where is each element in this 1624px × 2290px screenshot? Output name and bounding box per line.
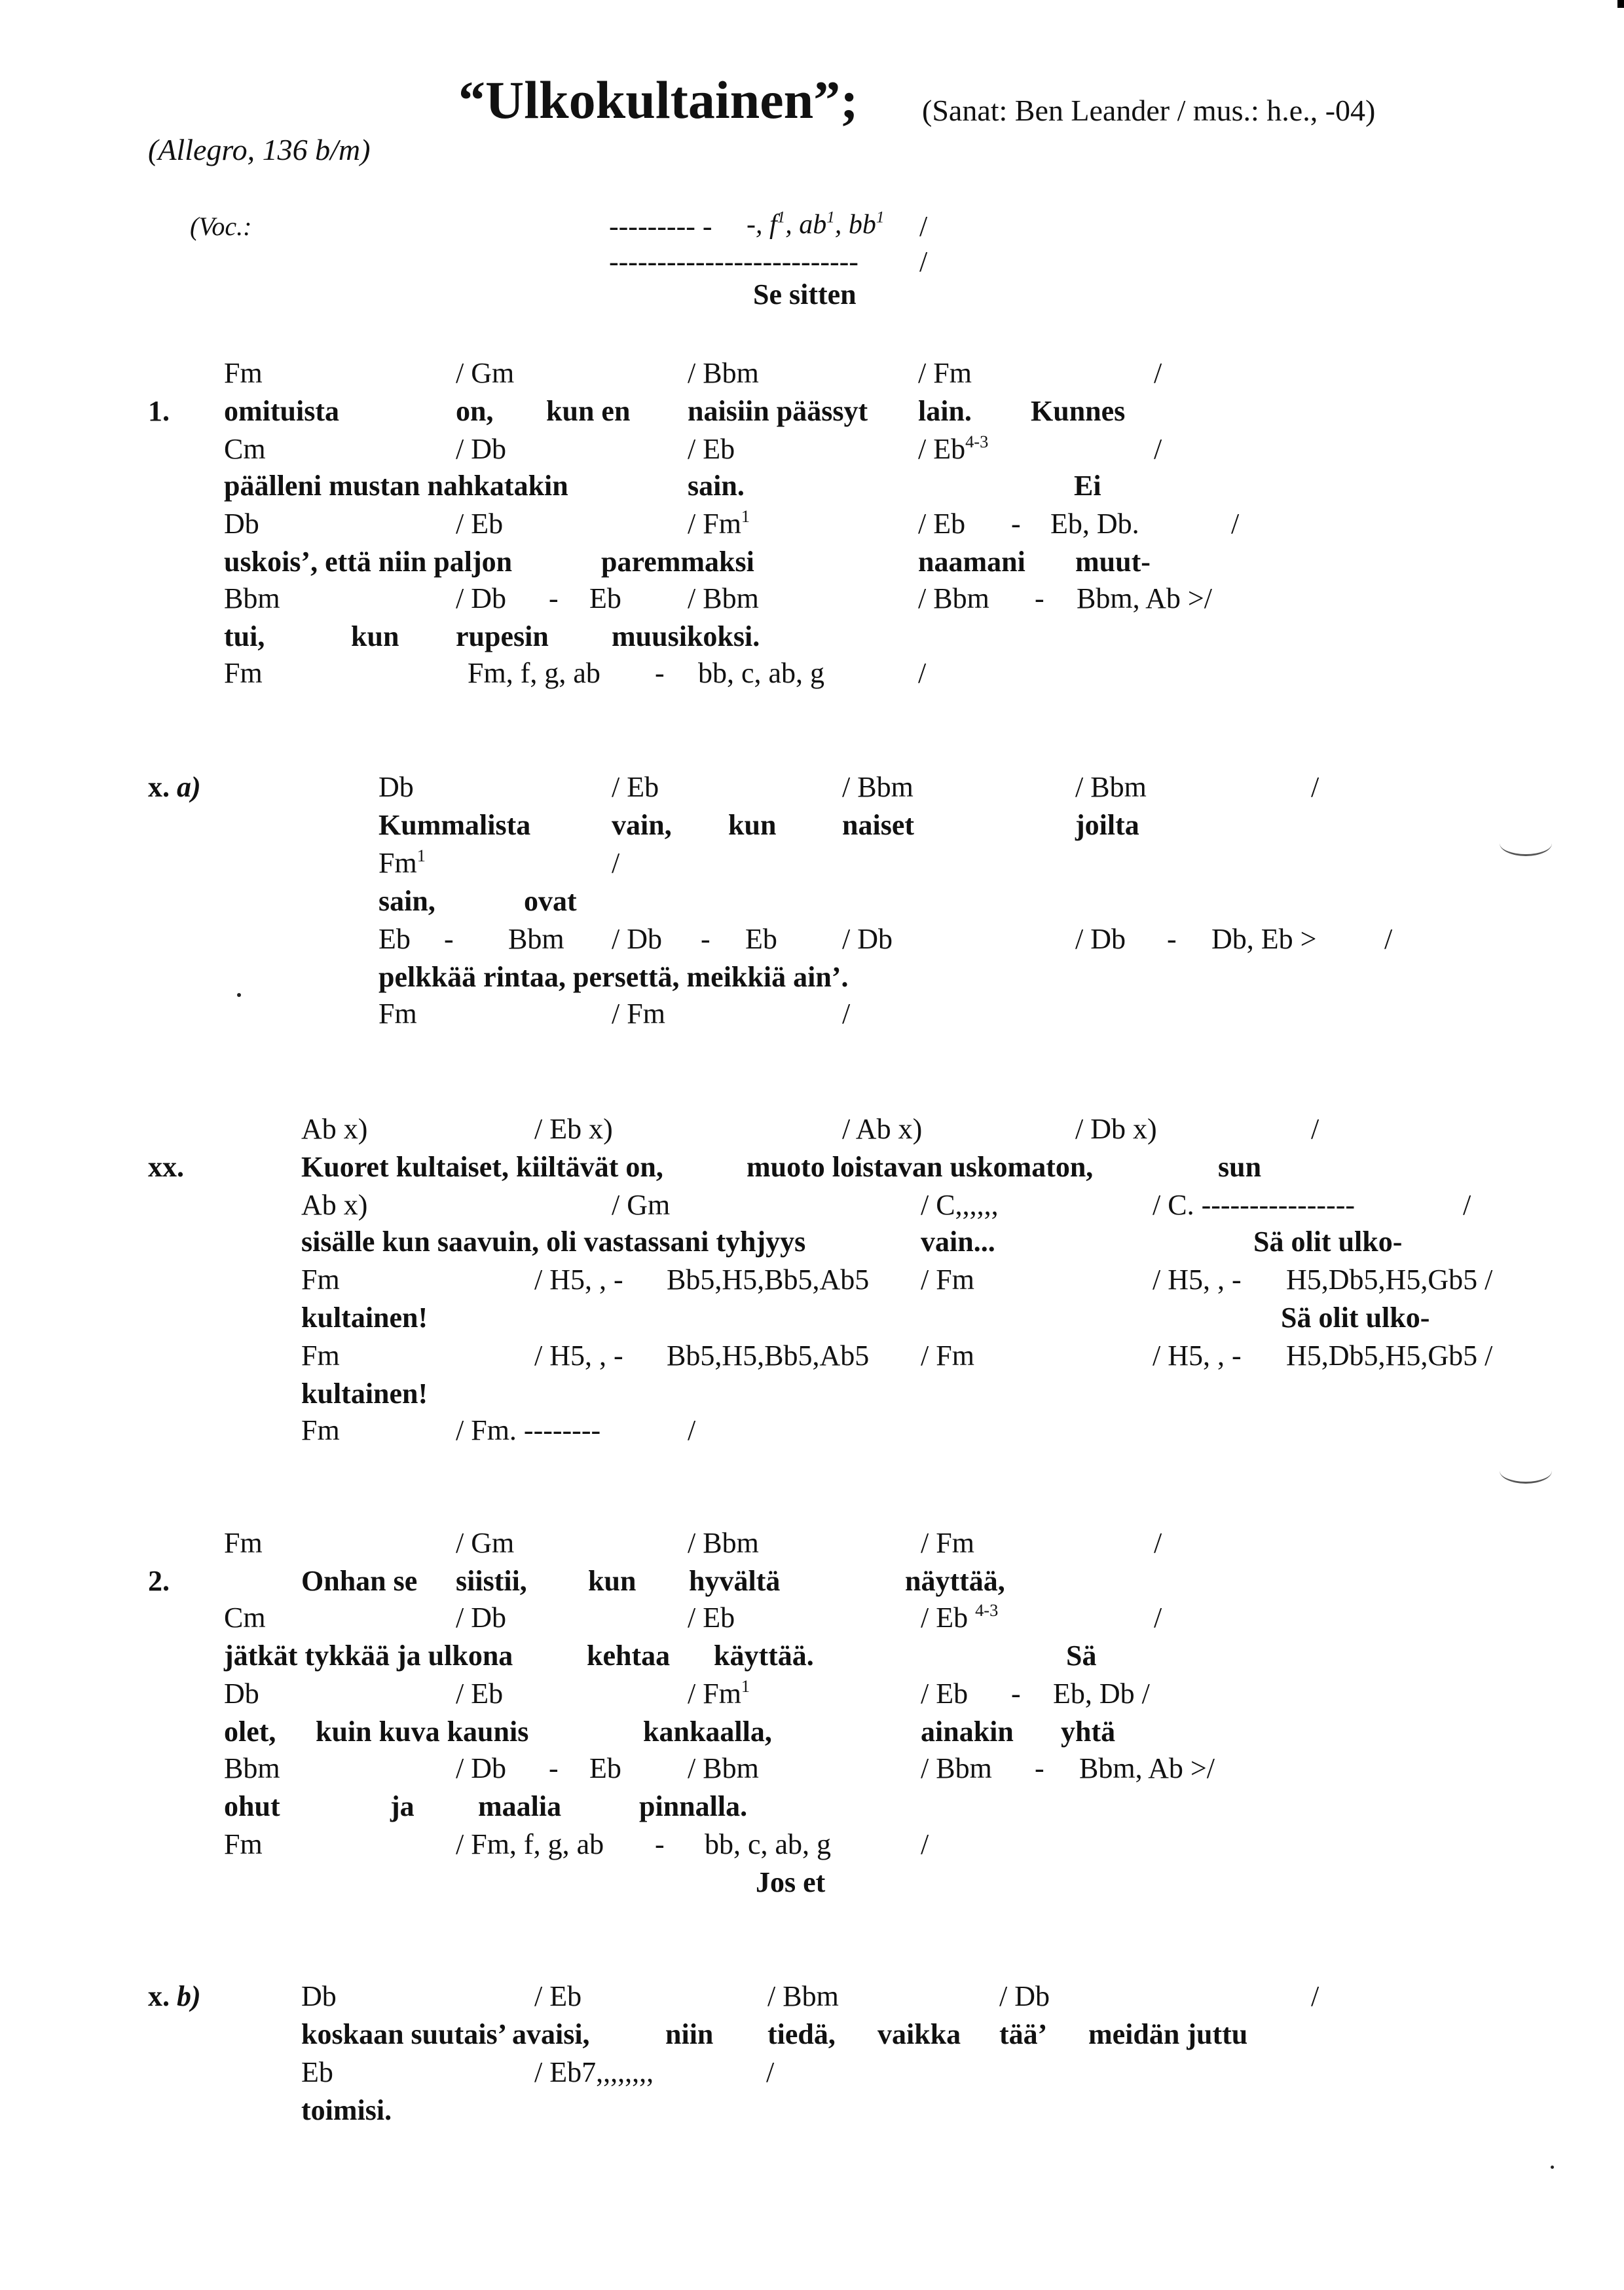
lyric: kun en <box>546 395 631 427</box>
chord: Db, Eb > <box>1211 923 1317 955</box>
bar-line: / <box>1311 1113 1320 1145</box>
chord-dash: - <box>1167 923 1177 955</box>
bar-line: / <box>766 2056 775 2088</box>
intro-bar-2: / <box>919 246 928 278</box>
chord: Eb <box>745 923 777 955</box>
lyric: näyttää, <box>905 1565 1005 1597</box>
bar-line: / <box>918 657 927 689</box>
chord: / Ab x) <box>842 1113 923 1145</box>
chord: / Bbm <box>688 1527 759 1559</box>
lyric: kehtaa <box>587 1640 671 1672</box>
chord: / Fm$^1$ <box>688 1676 750 1710</box>
lyric: ainakin <box>921 1716 1014 1748</box>
lyric: siistii, <box>456 1565 527 1597</box>
chord: / H5, , - <box>1153 1264 1242 1296</box>
lyric: Ei <box>1074 470 1101 502</box>
chord: / Db <box>999 1980 1050 2012</box>
chord-dash: - <box>1011 508 1021 540</box>
lyric: muut- <box>1075 546 1151 578</box>
chord: / Db <box>456 433 506 465</box>
chord: / Eb <box>688 433 735 465</box>
chord: / Gm <box>456 357 515 389</box>
chord: / Eb x) <box>534 1113 613 1145</box>
chord: Bb5,H5,Bb5,Ab5 <box>667 1340 870 1372</box>
lyric: muusikoksi. <box>612 620 760 652</box>
lyric: Sä olit ulko- <box>1281 1302 1430 1334</box>
chord: / Bbm <box>921 1752 992 1784</box>
lyric: tiedä, <box>767 2018 836 2050</box>
chord: / C,,,,,, <box>921 1189 999 1221</box>
bar-line: / <box>1154 1527 1162 1559</box>
chord: / Eb <box>612 771 659 803</box>
lyric: ovat <box>524 885 577 917</box>
chord-dash: - <box>1011 1678 1021 1710</box>
chorus-marker: xx. <box>148 1151 184 1183</box>
scan-edge-mark <box>1617 0 1624 8</box>
chord: / H5, , - <box>1153 1340 1242 1372</box>
chord: Fm <box>224 1828 263 1860</box>
chord: / Eb <box>456 508 504 540</box>
lyric: hyvältä <box>689 1565 781 1597</box>
chord: / Eb <box>456 1678 504 1710</box>
song-title: “Ulkokultainen”; <box>458 70 858 130</box>
chord: Fm <box>378 998 417 1030</box>
bar-line: / <box>1463 1189 1471 1221</box>
lyric: kun <box>588 1565 637 1597</box>
lyric: naisiin päässyt <box>688 395 868 427</box>
lyric: Sä olit ulko- <box>1253 1226 1403 1258</box>
chord: Fm <box>301 1264 340 1296</box>
bar-line: / <box>1311 771 1320 803</box>
bar-line: / <box>1311 1980 1320 2012</box>
lyric: on, <box>456 395 494 427</box>
lyric: olet, <box>224 1716 276 1748</box>
intro-dashes-1: --------- - <box>609 210 712 242</box>
lyric: käyttää. <box>714 1640 814 1672</box>
chord: Db <box>301 1980 337 2012</box>
chord: H5,Db5,H5,Gb5 / <box>1286 1264 1493 1296</box>
bar-line: / <box>921 1828 929 1860</box>
chord: / Db <box>612 923 662 955</box>
chord-dash: - <box>655 1828 665 1860</box>
bar-line: / <box>842 998 851 1030</box>
chord: / Eb7,,,,,,,, <box>534 2056 654 2088</box>
chord: / Bbm <box>918 582 989 614</box>
chord: / Fm <box>921 1264 974 1296</box>
scan-margin-mark <box>1500 1458 1552 1484</box>
chord: / Db <box>456 1752 506 1784</box>
chord: Eb <box>589 1752 621 1784</box>
chord: / Gm <box>456 1527 515 1559</box>
chord: / Bbm <box>1075 771 1147 803</box>
voc-label: (Voc.: <box>190 212 252 241</box>
chord: / Db <box>456 582 506 614</box>
chord: / Fm, f, g, ab <box>456 1828 604 1860</box>
chord: / Db <box>1075 923 1126 955</box>
chord: / Bbm <box>767 1980 839 2012</box>
lyric: Kummalista <box>378 809 531 841</box>
chord: H5,Db5,H5,Gb5 / <box>1286 1340 1493 1372</box>
chord: Bbm <box>224 582 280 614</box>
bar-line: / <box>1154 1602 1162 1634</box>
chord: Fm <box>224 657 263 689</box>
intro-dashes-2: -------------------------- <box>609 246 858 278</box>
lyric: Onhan se <box>301 1565 418 1597</box>
chord: / Gm <box>612 1189 671 1221</box>
verse-1-marker: 1. <box>148 395 170 427</box>
lyric: kuin kuva kaunis <box>316 1716 529 1748</box>
chord: Ab x) <box>301 1189 368 1221</box>
bar-line: / <box>612 847 620 879</box>
chord: / Eb <box>918 508 966 540</box>
lyric: tui, <box>224 620 265 652</box>
chord: Fm <box>224 357 263 389</box>
chord: Eb <box>301 2056 333 2088</box>
scan-margin-mark <box>1500 831 1552 856</box>
chord: / Fm. -------- <box>456 1414 601 1446</box>
chord: Cm <box>224 1602 266 1634</box>
chord-dash: - <box>1035 582 1044 614</box>
lyric: kun <box>728 809 777 841</box>
chord-dash: - <box>701 923 710 955</box>
lyric: sain. <box>688 470 745 502</box>
lyric: vaikka <box>877 2018 961 2050</box>
chord: Bbm, Ab >/ <box>1079 1752 1215 1784</box>
chord: / Bbm <box>688 582 759 614</box>
chord-dash: - <box>655 657 665 689</box>
tempo-marking: (Allegro, 136 b/m) <box>148 133 371 166</box>
lyric: Kuoret kultaiset, kiiltävät on, <box>301 1151 663 1183</box>
chord: Eb, Db. <box>1050 508 1139 540</box>
lyric: vain, <box>612 809 672 841</box>
lyric: kankaalla, <box>643 1716 772 1748</box>
intro-pickup-lyric: Se sitten <box>753 278 857 310</box>
chord-dash: - <box>549 582 559 614</box>
lyric: yhtä <box>1061 1716 1116 1748</box>
lyric: naiset <box>842 809 914 841</box>
lyric: muoto loistavan uskomaton, <box>747 1151 1094 1183</box>
lyric: jätkät tykkää ja ulkona <box>224 1640 513 1672</box>
chord: Bbm <box>508 923 564 955</box>
chord: / H5, , - <box>534 1340 623 1372</box>
chord: bb, c, ab, g <box>698 657 825 689</box>
chord: / Eb <box>688 1602 735 1634</box>
lyric: tää’ <box>999 2018 1048 2050</box>
chord: / Bbm <box>688 357 759 389</box>
chord: Eb <box>378 923 411 955</box>
chord: Cm <box>224 433 266 465</box>
chord: / Db x) <box>1075 1113 1157 1145</box>
chord: / Fm <box>921 1527 974 1559</box>
lyric: ohut <box>224 1790 280 1822</box>
lyric: pelkkää rintaa, persettä, meikkiä ain’. <box>378 961 849 993</box>
chord: / Bbm <box>842 771 913 803</box>
verse-2-marker: 2. <box>148 1565 170 1597</box>
lyric: ja <box>390 1790 415 1822</box>
lyric: toimisi. <box>301 2094 392 2126</box>
bar-line: / <box>1154 433 1162 465</box>
chord: Ab x) <box>301 1113 368 1145</box>
lyric: koskaan suutais’ avaisi, <box>301 2018 590 2050</box>
lyric: niin <box>665 2018 714 2050</box>
chord: / Eb <box>921 1678 969 1710</box>
chord: Eb, Db / <box>1053 1678 1150 1710</box>
lyric: joilta <box>1075 809 1139 841</box>
lyric: omituista <box>224 395 339 427</box>
chord-dash: - <box>549 1752 559 1784</box>
chord: bb, c, ab, g <box>705 1828 832 1860</box>
lyric: sisälle kun saavuin, oli vastassani tyhjyys <box>301 1226 806 1258</box>
bridge-a-marker: x. a) <box>148 771 201 803</box>
bridge-b-marker: x. b) <box>148 1980 201 2012</box>
chord: Db <box>224 1678 259 1710</box>
chord: / Eb <box>534 1980 582 2012</box>
chord: / Fm$^1$ <box>688 506 750 540</box>
chord: Fm <box>301 1414 340 1446</box>
lyric: naamani <box>918 546 1025 578</box>
chord: / Eb $^{4-3}$ <box>921 1600 999 1634</box>
chord: Fm <box>224 1527 263 1559</box>
lyric: päälleni mustan nahkatakin <box>224 470 568 502</box>
chord: / H5, , - <box>534 1264 623 1296</box>
chord: Bbm, Ab >/ <box>1077 582 1212 614</box>
chord: / Eb$^{4-3}$ <box>918 431 989 465</box>
lyric: Kunnes <box>1031 395 1126 427</box>
chord: / Fm <box>921 1340 974 1372</box>
lyric: maalia <box>478 1790 562 1822</box>
bar-line: / <box>1384 923 1393 955</box>
lyric: rupesin <box>456 620 549 652</box>
song-credits: (Sanat: Ben Leander / mus.: h.e., -04) <box>922 94 1376 127</box>
chord: Eb <box>589 582 621 614</box>
lyric: sun <box>1218 1151 1262 1183</box>
lyric: sain, <box>378 885 435 917</box>
scan-speck <box>237 993 241 997</box>
lyric: vain... <box>921 1226 995 1258</box>
lyric: kun <box>351 620 399 652</box>
lyric: meidän juttu <box>1088 2018 1248 2050</box>
chord: Fm, f, g, ab <box>468 657 600 689</box>
lyric: uskois’, että niin paljon <box>224 546 513 578</box>
chord: Fm <box>301 1340 340 1372</box>
scan-speck <box>1551 2166 1554 2169</box>
chord: / Fm <box>918 357 972 389</box>
chord: / Db <box>456 1602 506 1634</box>
chord: / Bbm <box>688 1752 759 1784</box>
chord: / C. ---------------- <box>1153 1189 1356 1221</box>
lyric: Jos et <box>756 1866 826 1898</box>
lyric: kultainen! <box>301 1302 428 1334</box>
bar-line: / <box>1154 357 1162 389</box>
lyric: lain. <box>918 395 972 427</box>
lyric: paremmaksi <box>601 546 754 578</box>
intro-notes: -, $f^1$, $ab^1$, $bb^1$ <box>747 208 885 240</box>
chord: / Fm <box>612 998 665 1030</box>
chord: Bbm <box>224 1752 280 1784</box>
chord: Bb5,H5,Bb5,Ab5 <box>667 1264 870 1296</box>
lyric: Sä <box>1066 1640 1097 1672</box>
chord: Fm$^1$ <box>378 845 426 879</box>
lyric: kultainen! <box>301 1378 428 1410</box>
bar-line: / <box>1231 508 1240 540</box>
intro-bar-1: / <box>919 210 928 242</box>
chord-dash: - <box>444 923 454 955</box>
chord-dash: - <box>1035 1752 1044 1784</box>
chord: / Db <box>842 923 893 955</box>
chord: Db <box>378 771 414 803</box>
lyric: pinnalla. <box>639 1790 748 1822</box>
chord: Db <box>224 508 259 540</box>
bar-line: / <box>688 1414 696 1446</box>
